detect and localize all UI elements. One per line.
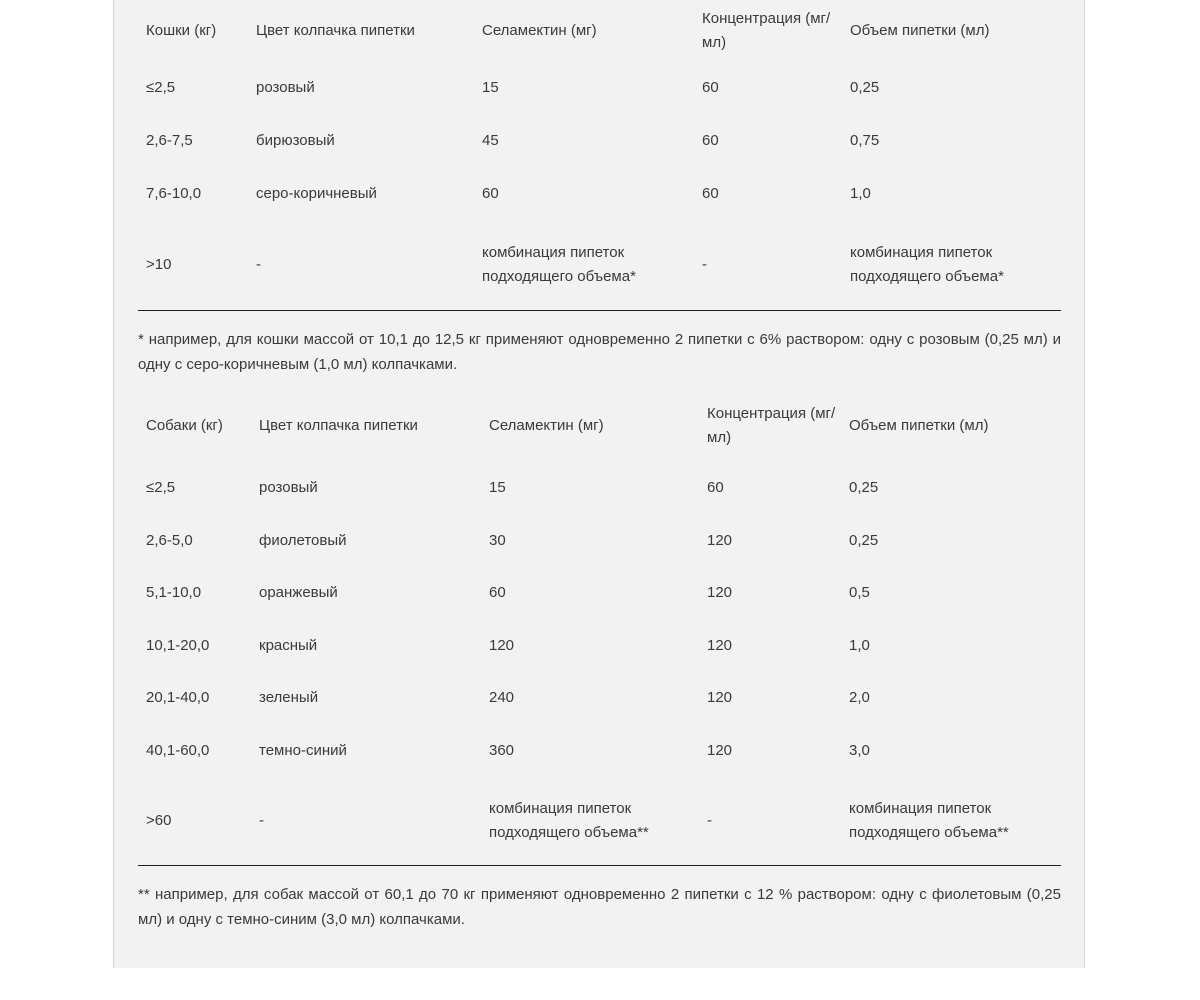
cats-header-cap-color: Цвет колпачка пипетки xyxy=(256,21,415,39)
table-row xyxy=(138,777,1061,865)
cats-dosage-table xyxy=(138,0,1061,311)
dogs-header-selamectin: Селамектин (мг) xyxy=(489,417,604,434)
dogs-volume-cell: комбинация пипеток подходящего объема** xyxy=(841,777,1061,865)
dogs-concentration-cell: 120 xyxy=(707,636,733,654)
dogs-selamectin-cell: 240 xyxy=(489,689,515,707)
cats-weight-cell: >10 xyxy=(138,220,248,310)
cats-selamectin-cell: 45 xyxy=(482,131,499,149)
cats-weight-cell: 2,6-7,5 xyxy=(146,131,193,149)
cats-cap-color-cell: розовый xyxy=(256,78,315,96)
dogs-concentration-cell: 120 xyxy=(707,584,733,602)
dogs-concentration-cell: - xyxy=(699,777,841,865)
table-row xyxy=(138,220,1061,310)
dogs-weight-cell: 40,1-60,0 xyxy=(146,741,210,759)
cats-cap-color-cell: серо-коричневый xyxy=(256,184,377,202)
dogs-weight-cell: 10,1-20,0 xyxy=(146,636,210,654)
cats-weight-cell: ≤2,5 xyxy=(146,78,176,96)
dogs-header-concentration: Концентрация (мг/мл) xyxy=(707,405,836,446)
dogs-cap-color-cell: фиолетовый xyxy=(259,531,347,549)
dogs-weight-cell: 20,1-40,0 xyxy=(146,689,210,707)
dogs-selamectin-cell: 15 xyxy=(489,479,506,497)
cats-header-concentration: Концентрация (мг/мл) xyxy=(702,9,831,51)
dogs-selamectin-cell: 30 xyxy=(489,531,506,549)
dogs-table-header-row xyxy=(138,390,1061,462)
dogs-selamectin-cell: 60 xyxy=(489,584,506,602)
dogs-concentration-cell: 60 xyxy=(707,479,724,497)
cats-concentration-cell: 60 xyxy=(702,78,719,96)
table-row xyxy=(138,567,1061,620)
dogs-selamectin-cell: 360 xyxy=(489,741,515,759)
dogs-cap-color-cell: красный xyxy=(259,636,318,654)
cats-volume-cell: комбинация пипеток подходящего объема* xyxy=(842,220,1061,310)
dogs-cap-color-cell: оранжевый xyxy=(259,584,338,602)
cats-header-weight: Кошки (кг) xyxy=(146,21,217,39)
dogs-dosage-table xyxy=(138,390,1061,866)
table-row xyxy=(138,462,1061,515)
dogs-volume-cell: 1,0 xyxy=(849,636,870,654)
cats-concentration-cell: 60 xyxy=(702,184,719,202)
cats-header-volume: Объем пипетки (мл) xyxy=(850,21,990,39)
dogs-weight-cell: 5,1-10,0 xyxy=(146,584,202,602)
table-row xyxy=(138,515,1061,568)
cats-weight-cell: 7,6-10,0 xyxy=(146,184,202,202)
dogs-header-weight: Собаки (кг) xyxy=(146,417,223,434)
dogs-cap-color-cell: зеленый xyxy=(259,689,319,707)
table-row xyxy=(138,167,1061,220)
dogs-header-cap-color: Цвет колпачка пипетки xyxy=(259,417,418,434)
dogs-header-volume: Объем пипетки (мл) xyxy=(849,417,989,434)
table-row xyxy=(138,114,1061,167)
dogs-volume-cell: 0,25 xyxy=(849,531,879,549)
dogs-volume-cell: 3,0 xyxy=(849,741,870,759)
table-row xyxy=(138,672,1061,725)
cats-cap-color-cell: бирюзовый xyxy=(256,131,335,149)
dogs-concentration-cell: 120 xyxy=(707,531,733,549)
cats-cap-color-cell: - xyxy=(248,220,474,310)
cats-concentration-cell: - xyxy=(694,220,842,310)
dogs-cap-color-cell: темно-синий xyxy=(259,741,347,759)
cats-table-header-row xyxy=(138,0,1061,61)
cats-selamectin-cell: 15 xyxy=(482,78,499,96)
table-row xyxy=(138,620,1061,673)
dogs-volume-cell: 2,0 xyxy=(849,689,870,707)
cats-volume-cell: 0,75 xyxy=(850,131,880,149)
dogs-weight-cell: >60 xyxy=(138,777,251,865)
cats-selamectin-cell: комбинация пипеток подходящего объема* xyxy=(474,220,694,310)
table-row xyxy=(138,725,1061,778)
dogs-weight-cell: ≤2,5 xyxy=(146,479,176,497)
dogs-selamectin-cell: комбинация пипеток подходящего объема** xyxy=(481,777,699,865)
dogs-cap-color-cell: - xyxy=(251,777,481,865)
dogs-volume-cell: 0,5 xyxy=(849,584,870,602)
dogs-concentration-cell: 120 xyxy=(707,741,733,759)
dogs-weight-cell: 2,6-5,0 xyxy=(146,531,193,549)
dogs-selamectin-cell: 120 xyxy=(489,636,515,654)
dogs-cap-color-cell: розовый xyxy=(259,479,318,497)
cats-header-selamectin: Селамектин (мг) xyxy=(482,21,597,39)
cats-volume-cell: 0,25 xyxy=(850,78,880,96)
dogs-concentration-cell: 120 xyxy=(707,689,733,707)
cats-selamectin-cell: 60 xyxy=(482,184,499,202)
dogs-footnote: ** например, для собак массой от 60,1 до 70 кг применяют одновременно 2 пипетки с 12 % раствором: одну с фиолетовым (0,25 мл) и одну с темно-синим (3,0 мл) колпачками. xyxy=(138,886,1061,928)
cats-volume-cell: 1,0 xyxy=(850,184,871,202)
table-row xyxy=(138,61,1061,114)
dogs-volume-cell: 0,25 xyxy=(849,479,879,497)
document-page xyxy=(113,0,1085,968)
cats-footnote: * например, для кошки массой от 10,1 до 12,5 кг применяют одновременно 2 пипетки с 6% раствором: одну с розовым (0,25 мл) и одну с серо-коричневым (1,0 мл) колпачками. xyxy=(138,331,1061,373)
cats-concentration-cell: 60 xyxy=(702,131,719,149)
